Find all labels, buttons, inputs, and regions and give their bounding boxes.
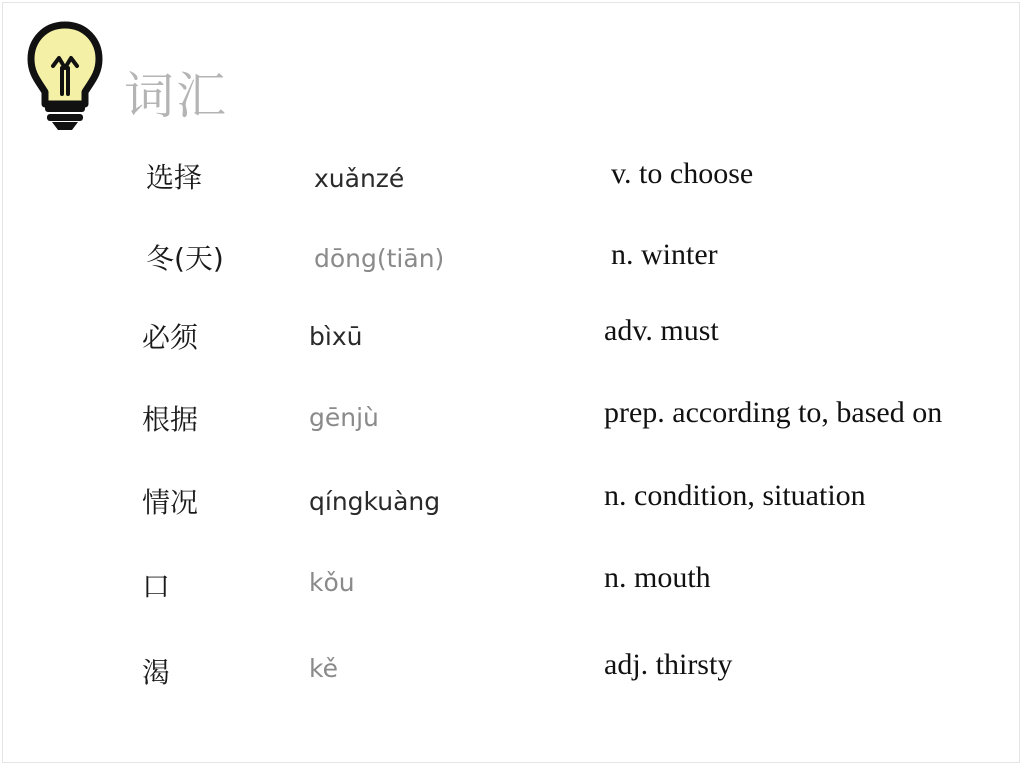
vocab-definition: adv. must: [604, 314, 719, 347]
vocab-pinyin: xuǎnzé: [314, 164, 405, 193]
vocab-word: 必须: [142, 321, 199, 354]
vocab-pinyin: dōng(tiān): [314, 244, 445, 273]
vocab-row: [0, 396, 1024, 450]
vocab-word: 根据: [142, 403, 199, 436]
vocab-definition: n. winter: [611, 238, 718, 271]
vocab-pinyin: gēnjù: [309, 403, 379, 432]
vocab-pinyin: qíngkuàng: [309, 487, 441, 516]
vocab-word: 口: [142, 570, 171, 603]
vocab-definition: prep. according to, based on: [604, 396, 943, 429]
vocab-definition: v. to choose: [611, 157, 754, 190]
vocab-row: [0, 237, 1024, 287]
page-title: 词汇: [124, 67, 228, 125]
vocab-definition: n. mouth: [604, 561, 711, 594]
vocab-row: [0, 479, 1024, 533]
vocab-definition: n. condition, situation: [604, 479, 866, 512]
vocab-pinyin: bìxū: [309, 322, 363, 351]
vocab-word: 冬(天): [146, 242, 224, 275]
vocab-pinyin: kǒu: [309, 568, 355, 597]
vocab-pinyin: kě: [309, 654, 338, 683]
vocab-word: 选择: [146, 161, 203, 194]
vocab-word: 情况: [142, 486, 199, 519]
vocab-row: [0, 156, 1024, 206]
vocab-definition: adj. thirsty: [604, 648, 733, 681]
vocab-row: [0, 316, 1024, 366]
lightbulb-icon: [26, 20, 104, 132]
vocab-row: [0, 561, 1024, 615]
vocab-word: 渴: [142, 656, 171, 689]
vocab-row: [0, 648, 1024, 702]
